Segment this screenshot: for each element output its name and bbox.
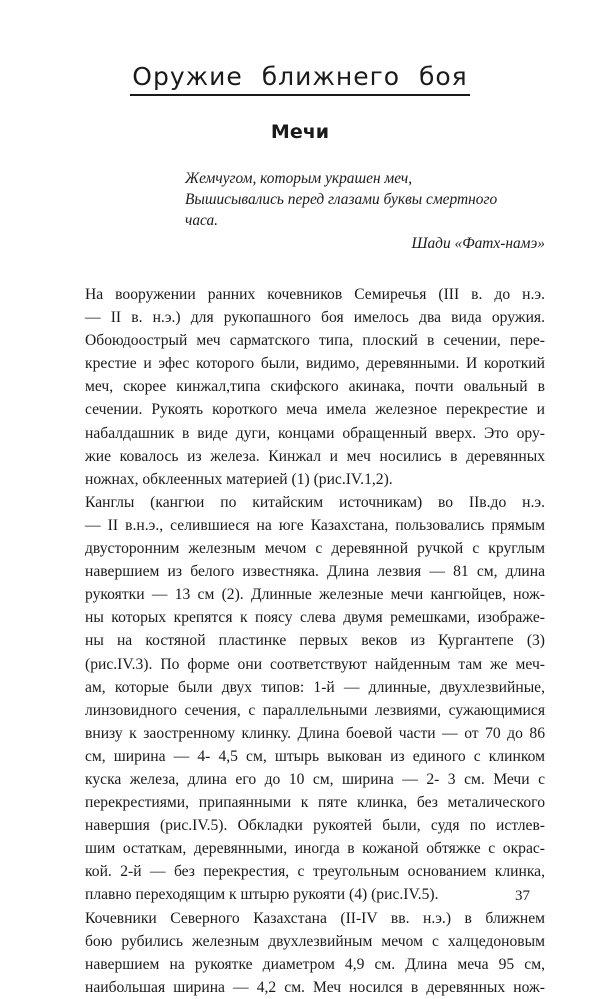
body-text — [57, 283, 545, 999]
text-line: набалдашник в виде дуги, концами обращенный вверх. Это ору- — [85, 424, 545, 442]
text-line: рукоятки — 13 см (2). Длинные железные мечи кангюйцев, нож- — [85, 586, 545, 604]
text-line: — II в.н.э., селившиеся на юге Казахстана, пользовались прямым — [85, 516, 545, 534]
text-line: плавно переходящим к штырю рукояти (4) (рис.IV.5). — [85, 886, 439, 904]
text-line: — II в. н.э.) для рукопашного боя имелось два вида оружия. — [85, 309, 545, 327]
text-line: ны на костяной пластинке первых веков из Кургантепе (3) — [85, 632, 545, 650]
text-line: см, ширина — 4- 4,5 см, штырь выкован из единого с клинком — [85, 747, 545, 765]
paragraph — [57, 283, 545, 491]
text-line: Обоюдоострый меч сарматского типа, плоский в сечении, пере- — [85, 332, 545, 350]
text-line: бою рубились железным двухлезвийным мечом с халцедоновым — [85, 932, 545, 950]
text-line: ножнах, обклеенных материей (1) (рис.IV.1,2). — [85, 470, 393, 488]
page-number: 37 — [515, 888, 530, 904]
text-line: (рис.IV.3). По форме они соответствуют найденным там же меч- — [85, 655, 545, 673]
text-line: перекрестиями, припаянными к пяте клинка, без металического — [85, 794, 545, 812]
text-line: линзовидного сечения, с параллельными лезвиями, сужающимися — [85, 701, 545, 719]
paragraph — [57, 491, 545, 907]
text-line: жие ковалось из железа. Кинжал и меч носились в деревянных — [85, 447, 545, 465]
text-line: На вооружении ранних кочевников Семиречья (III в. до н.э. — [85, 286, 545, 303]
text-line: наибольшая ширина — 4,2 см. Меч носился в деревянных нож- — [85, 978, 545, 996]
text-line: навершием на рукоятке диаметром 4,9 см. Длина меча 95 см, — [85, 955, 545, 973]
text-line: сечении. Рукоять короткого меча имела железное перекрестие и — [85, 401, 545, 419]
epigraph-line: часа. — [185, 212, 219, 229]
text-line: навершия (рис.IV.5). Обкладки рукоятей были, судя по истлев- — [85, 817, 545, 835]
text-line: куска железа, длина его до 10 см, ширина — 2- 3 см. Мечи с — [85, 770, 545, 788]
text-line: кой. 2-й — без перекрестия, с треугольным основанием клинка, — [85, 863, 545, 881]
epigraph-author: Шади «Фатх-намэ» — [411, 235, 545, 252]
text-line: Кочевники Северного Казахстана (II-IV вв. н.э.) в ближнем — [85, 909, 545, 927]
text-line: Канглы (кангюи по китайским источникам) во IIв.до н.э. — [85, 493, 545, 511]
chapter-title: Оружие ближнего боя — [0, 62, 600, 96]
text-line: шим остаткам, деревянными, иногда в кожаной обтяжке с окрас- — [85, 840, 545, 858]
epigraph-line: Жемчугом, которым украшен меч, — [185, 170, 413, 187]
section-title: Мечи — [270, 121, 330, 143]
text-line: ам, которые были двух типов: 1-й — длинные, двухлезвийные, — [85, 678, 545, 696]
text-line: ны которых крепятся к поясу слева двумя ремешками, изображе- — [85, 609, 545, 627]
paragraph — [57, 907, 545, 999]
epigraph — [185, 168, 545, 254]
text-line: двусторонним железным мечом с деревянной ручкой с круглым — [85, 540, 545, 558]
text-line: меч, скорее кинжал,типа скифского акинака, почти овальный в — [85, 378, 545, 396]
text-line: навершием из белого известняка. Длина лезвия — 81 см, длина — [85, 563, 545, 581]
text-line: внизу к заостренному клинку. Длина боевой части — от 70 до 86 — [85, 724, 545, 742]
text-line: крестие и эфес которого были, видимо, деревянными. И короткий — [85, 355, 545, 373]
epigraph-line: Вышисывались перед глазами буквы смертного — [185, 191, 498, 208]
